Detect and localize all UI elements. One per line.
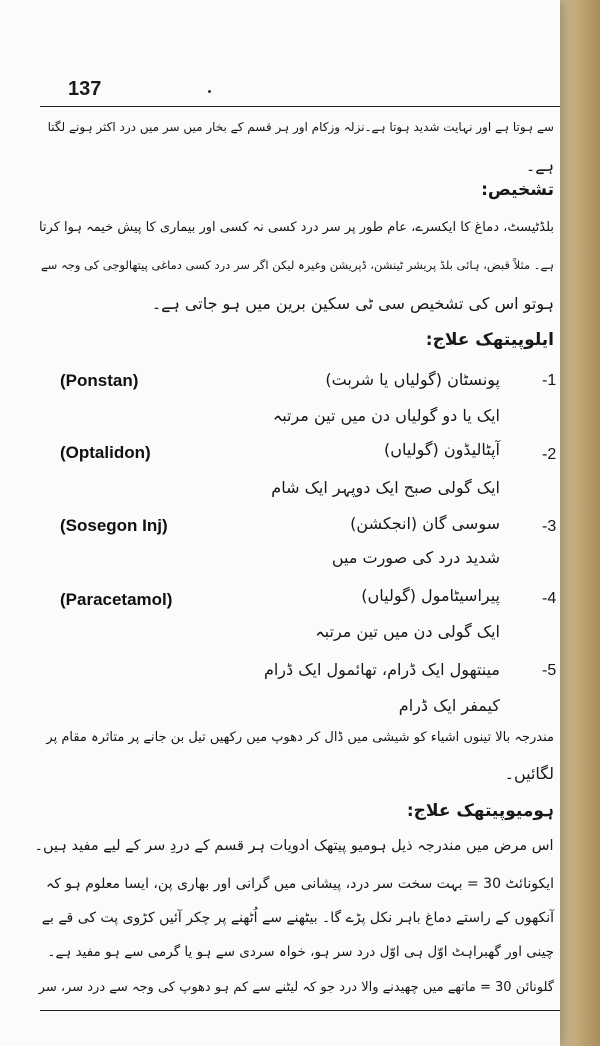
drug-urdu-name: آپٹالیڈون (گولیاں) [384, 440, 500, 459]
homeopathic-intro: اس مرض میں مندرجہ ذیل ہومیو پیتھک ادویات ہر قسم کے دردِ سر کے لیے مفید ہیں۔ [34, 838, 554, 854]
aconite-line: ایکونائٹ 30 = بہت سخت سر درد، پیشانی میں گرانی اور بھاری پن، ایسا معلوم ہو کہ [45, 876, 554, 892]
drug-english-name: (Ponstan) [60, 371, 139, 390]
allopathic-heading: ایلوپیتھک علاج: [425, 330, 554, 350]
diagnosis-line: بلڈٹیسٹ، دماغ کا ایکسرے، عام طور پر سر درد کسی نہ کسی اور بیماری کا پیش خیمہ ہوا کرتا [38, 220, 554, 235]
drug-dosage: شدید درد کی صورت میں [331, 548, 500, 567]
aconite-line: چینی اور گھبراہٹ اوّل ہی اوّل درد سر ہو، خواہ سردی سے ہو یا گرمی سے ہو مفید ہے۔ [47, 944, 554, 960]
drug-dosage: کیمفر ایک ڈرام [398, 696, 500, 715]
drug-english-name: (Sosegon Inj) [60, 516, 168, 535]
diagnosis-line: ہوتو اس کی تشخیص سی ٹی سکین برین میں ہو جاتی ہے۔ [151, 294, 554, 313]
page-number: 137 [68, 78, 102, 100]
drug-dosage: ایک یا دو گولیاں دن میں تین مرتبہ [272, 406, 500, 425]
drug-dosage: ایک گولی صبح ایک دوپہر ایک شام [271, 478, 500, 497]
footer-rule [40, 1010, 560, 1011]
drug-urdu-name: سوسی گان (انجکشن) [350, 514, 500, 533]
diagnosis-heading: تشخیص: [481, 180, 554, 200]
paragraph-line: ہے۔ [525, 156, 554, 175]
item-number: -4 [542, 590, 557, 607]
drug-urdu-name: پیراسیٹامول (گولیاں) [361, 586, 500, 605]
paragraph-line: سے ہوتا ہے اور نہایت شدید ہوتا ہے۔نزلہ وزکام اور ہر قسم کے بخار میں سر میں درد اکثر ہونے لگتا [47, 120, 554, 134]
ink-speck [208, 90, 211, 93]
drug-urdu-name: مینتھول ایک ڈرام، تھائمول ایک ڈرام [263, 660, 500, 679]
homeopathic-heading: ہومیوپیتھک علاج: [406, 801, 554, 821]
item-number: -3 [542, 518, 557, 535]
drug-english-name: (Optalidon) [60, 443, 151, 462]
allopathic-note-line: لگائیں۔ [504, 764, 554, 783]
allopathic-note-line: مندرجہ بالا تینوں اشیاء کو شیشی میں ڈال کر دھوپ میں رکھیں تیل بن جانے پر متاثرہ مقام پر [46, 730, 554, 745]
drug-dosage: ایک گولی دن میں تین مرتبہ [315, 622, 500, 641]
diagnosis-line: ہے۔ مثلاً قبض، ہائی بلڈ پریشر ٹینشن، ڈپریشن وغیرہ لیکن اگر سر درد کسی دماغی پیتھالوجی کی وجہ سے [40, 258, 554, 272]
drug-english-name: (Paracetamol) [60, 590, 173, 609]
aconite-line: آنکھوں کے راستے دماغ باہر نکل پڑے گا۔ بیٹھنے سے اُٹھنے پر چکر آئیں کڑوی پت کی قے بے [41, 910, 554, 926]
glonoine-line: گلونائن 30 = ماتھے میں چھیدنے والا درد جو کہ لیٹنے سے کم ہو دھوپ کی وجہ سے درد سر، سر [38, 980, 554, 995]
header-rule [40, 106, 560, 107]
item-number: -1 [542, 372, 557, 389]
drug-urdu-name: پونسٹان (گولیاں یا شربت) [325, 370, 500, 389]
item-number: -2 [542, 446, 557, 463]
item-number: -5 [542, 662, 557, 679]
